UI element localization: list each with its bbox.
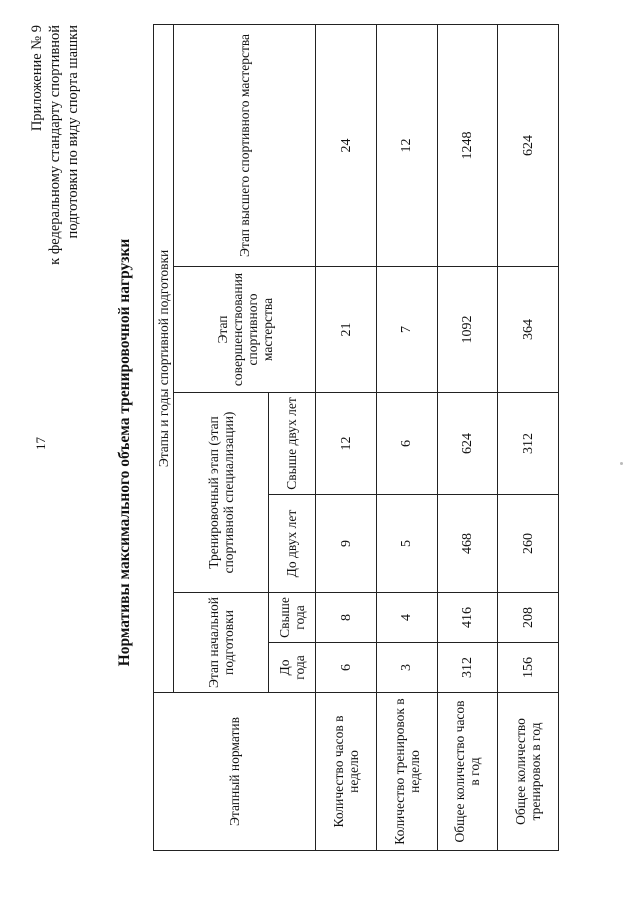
subheader-up-to-year: До года: [268, 643, 315, 693]
row-label: Количество часов в неделю: [316, 693, 377, 851]
norms-table: [153, 24, 559, 851]
stage-training-header: Тренировочный этап (этап спортивной специализации): [173, 393, 268, 593]
table-cell: 8: [316, 593, 377, 643]
row-label: Общее количество тренировок в год: [498, 693, 559, 851]
norm-header: Этапный норматив: [154, 693, 316, 851]
table-cell: 24: [316, 24, 377, 266]
table-cell: 312: [437, 643, 498, 693]
document-title: Нормативы максимального объема тренировочной нагрузки: [116, 238, 133, 667]
table-cell: 4: [376, 593, 437, 643]
appendix-line-1: Приложение № 9: [29, 25, 45, 132]
appendix-line-3: подготовки по виду спорта шашки: [65, 25, 81, 239]
table-cell: 9: [316, 495, 377, 593]
table-cell: 12: [376, 24, 437, 266]
table-cell: 260: [498, 495, 559, 593]
subheader-up-to-two-years: До двух лет: [268, 495, 315, 593]
stages-header: Этапы и годы спортивной подготовки: [154, 24, 174, 692]
table-cell: 624: [437, 393, 498, 495]
table-cell: 21: [316, 267, 377, 393]
stage-highest-header: Этап высшего спортивного мастерства: [173, 24, 315, 266]
subheader-over-year: Свыше года: [268, 593, 315, 643]
table-cell: 5: [376, 495, 437, 593]
page-number: 17: [33, 437, 48, 450]
table-cell: 416: [437, 593, 498, 643]
appendix-note: [28, 25, 82, 265]
table-cell: 12: [316, 393, 377, 495]
table-cell: 1248: [437, 24, 498, 266]
stage-improvement-header: Этап совершенствования спортивного мастерства: [173, 267, 315, 393]
scan-speck: [620, 462, 623, 465]
table-cell: 7: [376, 267, 437, 393]
table-row: [437, 24, 498, 850]
table-cell: 364: [498, 267, 559, 393]
table-row: [376, 24, 437, 850]
row-label: Общее количество часов в год: [437, 693, 498, 851]
subheader-over-two-years: Свыше двух лет: [268, 393, 315, 495]
header-row-1: [154, 24, 174, 850]
table-cell: 624: [498, 24, 559, 266]
table-cell: 3: [376, 643, 437, 693]
appendix-line-2: к федеральному стандарту спортивной: [47, 25, 63, 265]
table-cell: 6: [376, 393, 437, 495]
table-cell: 468: [437, 495, 498, 593]
table-cell: 156: [498, 643, 559, 693]
table-row: [316, 24, 377, 850]
row-label: Количество тренировок в неделю: [376, 693, 437, 851]
stage-initial-header: Этап начальной подготовки: [173, 593, 268, 693]
table-row: [498, 24, 559, 850]
table-cell: 6: [316, 643, 377, 693]
table-cell: 208: [498, 593, 559, 643]
table-cell: 1092: [437, 267, 498, 393]
table-cell: 312: [498, 393, 559, 495]
